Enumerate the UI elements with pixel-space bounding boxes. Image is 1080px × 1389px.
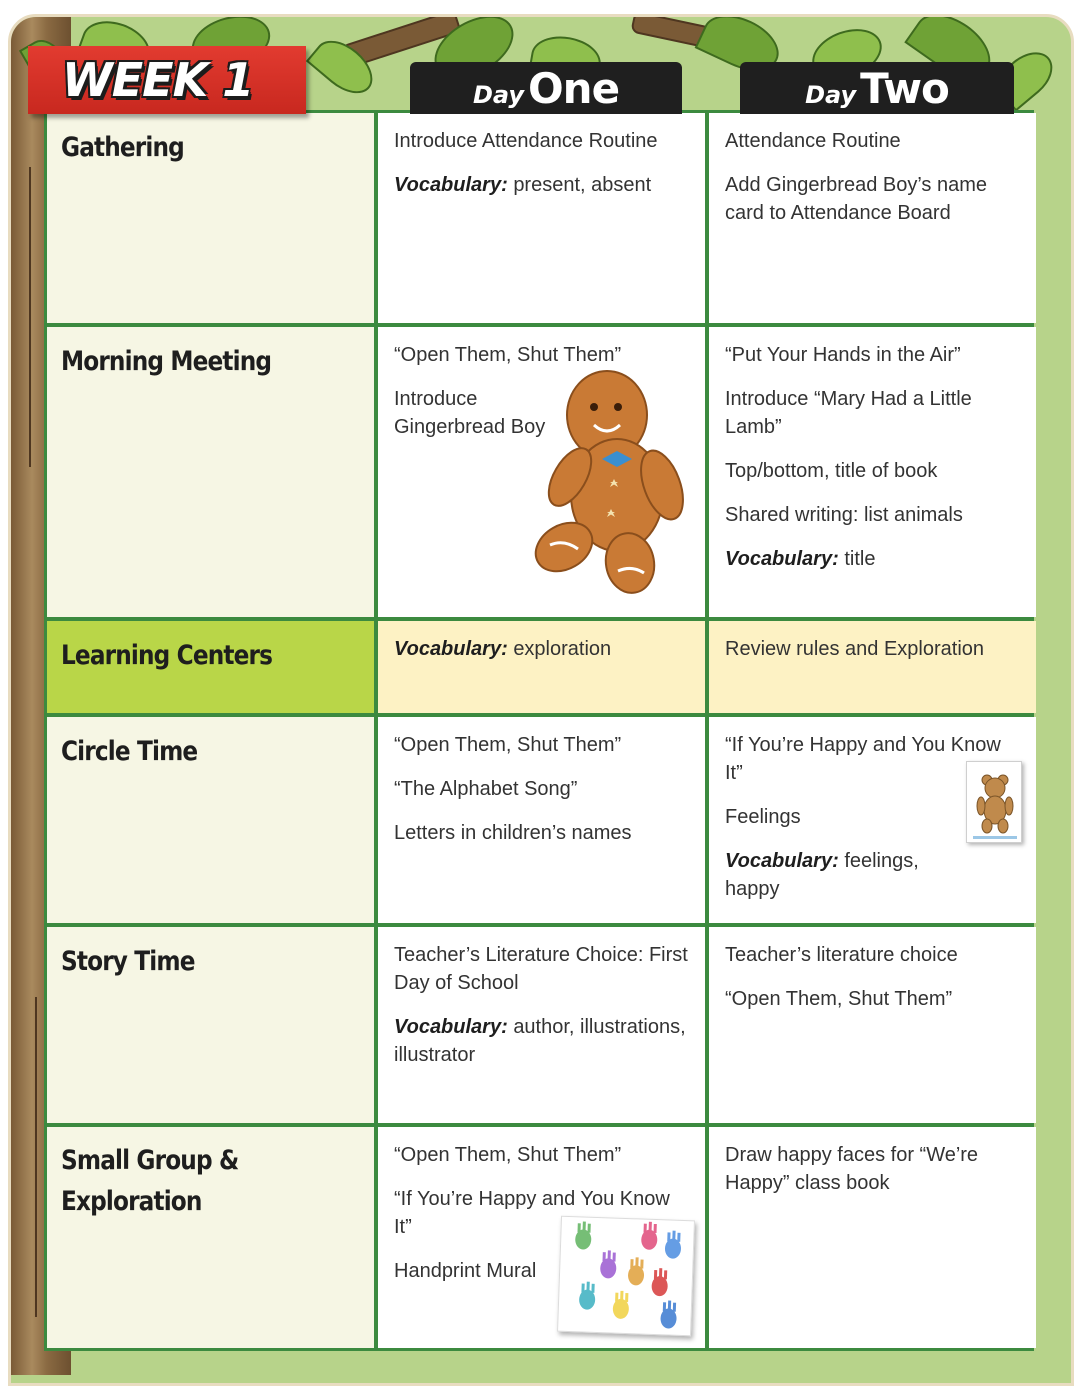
morning-meeting-day-two	[709, 327, 1036, 617]
gathering-day-one	[378, 113, 705, 323]
row-title: Morning Meeting	[61, 346, 272, 377]
cell-text: Top/bottom, title of book	[725, 460, 938, 482]
vocabulary-label: Vocabulary:	[394, 638, 508, 660]
teddy-bear-card-image	[966, 761, 1022, 843]
bottom-strip	[11, 1375, 1074, 1386]
vocabulary-line	[394, 1013, 689, 1069]
week-title: WEEK 1	[62, 53, 254, 107]
row-title: Gathering	[61, 132, 184, 163]
row-label-story-time	[47, 927, 374, 1123]
row-title: Circle Time	[61, 736, 198, 767]
cell-text: Introduce “Mary Had a Little Lamb”	[725, 388, 972, 438]
day-one-tab	[410, 62, 682, 114]
learning-centers-day-two	[709, 621, 1036, 713]
bark-line	[35, 997, 37, 1317]
cell-text: Review rules and Exploration	[725, 638, 985, 660]
story-time-day-two	[709, 927, 1036, 1123]
cell-text: “The Alphabet Song”	[394, 778, 578, 800]
row-label-gathering	[47, 113, 374, 323]
week-banner	[28, 46, 306, 114]
cell-text: Letters in children’s names	[394, 822, 632, 844]
morning-meeting-day-one	[378, 327, 705, 617]
row-label-small-group	[47, 1127, 374, 1348]
row-label-learning-centers	[47, 621, 374, 713]
vocabulary-words: present, absent	[513, 174, 652, 196]
vocabulary-line	[394, 171, 689, 199]
cell-text: Shared writing: list animals	[725, 504, 963, 526]
row-label-circle-time	[47, 717, 374, 923]
vocabulary-words: author, illustrations, illustrator	[394, 1016, 686, 1066]
cell-text: Attendance Routine	[725, 130, 901, 152]
vocabulary-words: title	[844, 548, 876, 570]
cell-text: Handprint Mural	[394, 1260, 537, 1282]
row-label-morning-meeting	[47, 327, 374, 617]
circle-time-day-two	[709, 717, 1036, 923]
cell-text: “If You’re Happy and You Know It”	[394, 1188, 670, 1238]
cell-text: “Open Them, Shut Them”	[394, 1144, 622, 1166]
vocabulary-label: Vocabulary:	[394, 174, 508, 196]
cell-text: Draw happy faces for “We’re Happy” class book	[725, 1144, 979, 1194]
vocabulary-line	[725, 545, 1020, 573]
row-title: Small Group & Exploration	[61, 1145, 239, 1217]
cell-text: Introduce Attendance Routine	[394, 130, 658, 152]
cell-text: Teacher’s Literature Choice: First Day of School	[394, 944, 688, 994]
cell-text: Feelings	[725, 806, 801, 828]
cell-text: “If You’re Happy and You Know It”	[725, 734, 1001, 784]
vocabulary-line	[725, 847, 955, 903]
learning-centers-day-one	[378, 621, 705, 713]
day-two-tab	[740, 62, 1014, 114]
day-two-name: Two	[860, 64, 949, 113]
bark-line	[29, 167, 31, 467]
vocabulary-label: Vocabulary:	[394, 1016, 508, 1038]
vocabulary-line	[394, 635, 689, 663]
small-group-day-one	[378, 1127, 705, 1348]
gathering-day-two	[709, 113, 1036, 323]
handprint-mural-image	[557, 1216, 695, 1337]
cell-text: “Open Them, Shut Them”	[394, 344, 622, 366]
cell-text: Teacher’s literature choice	[725, 944, 958, 966]
vocabulary-words: exploration	[513, 638, 612, 660]
cell-text: “Open Them, Shut Them”	[725, 988, 953, 1010]
gingerbread-boy-image	[522, 367, 687, 597]
day-one-name: One	[527, 64, 620, 113]
cell-text: Add Gingerbread Boy’s name card to Attendance Board	[725, 174, 988, 224]
vocabulary-words: feelings, happy	[725, 850, 919, 900]
schedule-grid	[44, 110, 1034, 1351]
vocabulary-label: Vocabulary:	[725, 548, 839, 570]
cell-text: “Put Your Hands in the Air”	[725, 344, 961, 366]
cell-text: “Open Them, Shut Them”	[394, 734, 622, 756]
story-time-day-one	[378, 927, 705, 1123]
day-two-prefix: Day	[805, 81, 857, 109]
small-group-day-two	[709, 1127, 1036, 1348]
row-title: Story Time	[61, 946, 195, 977]
vocabulary-label: Vocabulary:	[725, 850, 839, 872]
circle-time-day-one	[378, 717, 705, 923]
row-title: Learning Centers	[61, 640, 273, 671]
day-one-prefix: Day	[472, 81, 524, 109]
cell-text: Introduce Gingerbread Boy	[394, 388, 546, 438]
